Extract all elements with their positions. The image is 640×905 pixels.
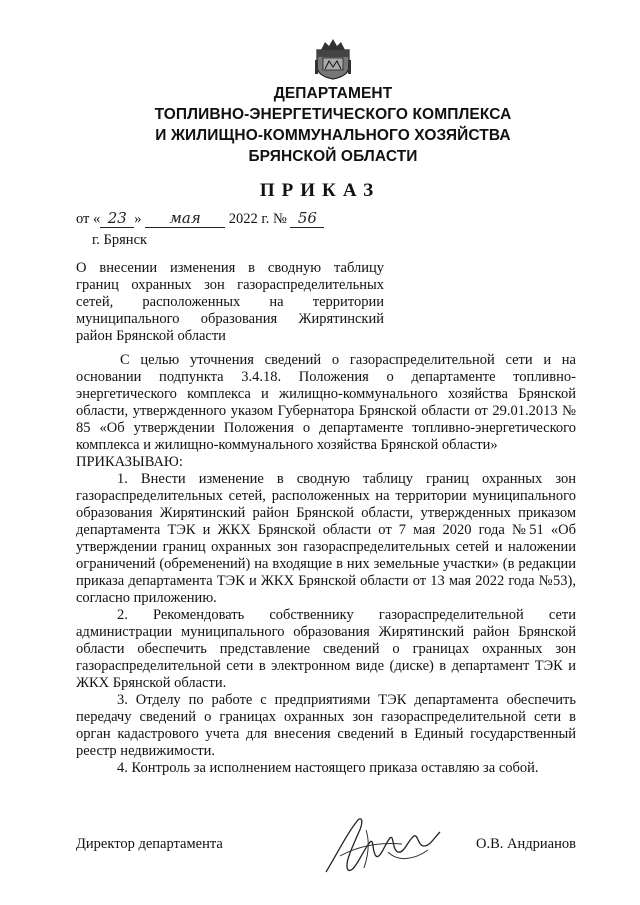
document-type-title: ПРИКАЗ	[259, 180, 381, 201]
order-item: 1. Внести изменение в сводную таблицу границ охранных зон газораспределительных сетей, расположенных на территории муниципального образования Жирятинский район Брянской области, утвержденных приказом департамента ТЭК и ЖКХ Брянской области от 7 мая 2020 года №51 «Об утверждении границ охранных зон газораспределительных сетей и наложении ограничений (обременений) на входящие в них земельные участки» (в редакции приказа департамента ТЭК и ЖКХ Брянской области от 13 мая 2022 года №53), согласно приложению.	[76, 471, 576, 606]
order-subject: О внесении изменения в сводную таблицу границ охранных зон газораспределительных сетей, расположенных на территории муниципального образования Жирятинский район Брянской области	[76, 260, 384, 344]
date-year: 2022 г.	[228, 211, 270, 227]
date-month: мая	[145, 210, 225, 228]
order-item: 4. Контроль за исполнением настоящего приказа оставляю за собой.	[117, 760, 539, 776]
order-word: ПРИКАЗЫВАЮ:	[76, 454, 183, 470]
order-item: 2. Рекомендовать собственнику газораспределительной сети администрации муниципального образования Жирятинский район Брянской области обеспечить представление сведений о границах охранных зон газораспределительной сети в электронном виде (диске) в департамент ТЭК и ЖКХ Брянской области.	[76, 607, 576, 691]
order-number: 56	[290, 210, 324, 228]
coat-of-arms-icon	[313, 36, 353, 80]
preamble: С целью уточнения сведений о газораспределительной сети и на основании подпункта 3.4.18. Положения о департаменте топливно-энергетического комплекса и жилищно-коммунального хозяйства Брянской области, утвержденного указом Губернатора Брянской области от 29.01.2013 № 85 «Об утверждении Положения о департаменте топливно-энергетического комплекса и жилищно-коммунального хозяйства Брянской области»	[76, 352, 576, 453]
number-sign: №	[272, 211, 287, 227]
date-line	[76, 210, 324, 228]
header-line: И ЖИЛИЩНО-КОММУНАЛЬНОГО ХОЗЯЙСТВА	[155, 127, 511, 144]
date-prefix: от	[76, 211, 90, 227]
close-quote: »	[134, 211, 142, 227]
open-quote: «	[93, 211, 101, 227]
order-item: 3. Отделу по работе с предприятиями ТЭК департамента обеспечить передачу сведений о границах охранных зон газораспределительной сети в орган кадастрового учета для внесения сведений в Единый государственный реестр недвижимости.	[76, 692, 576, 759]
header-line: БРЯНСКОЙ ОБЛАСТИ	[248, 148, 418, 165]
signer-name: О.В. Андрианов	[476, 836, 576, 852]
header-line: ТОПЛИВНО-ЭНЕРГЕТИЧЕСКОГО КОМПЛЕКСА	[154, 106, 512, 123]
signature-icon	[318, 812, 448, 882]
header-line: ДЕПАРТАМЕНТ	[273, 85, 393, 102]
signer-position: Директор департамента	[76, 836, 223, 852]
order-body	[76, 352, 576, 777]
date-day: 23	[100, 210, 134, 228]
department-header	[100, 83, 566, 167]
city: г. Брянск	[92, 232, 148, 248]
